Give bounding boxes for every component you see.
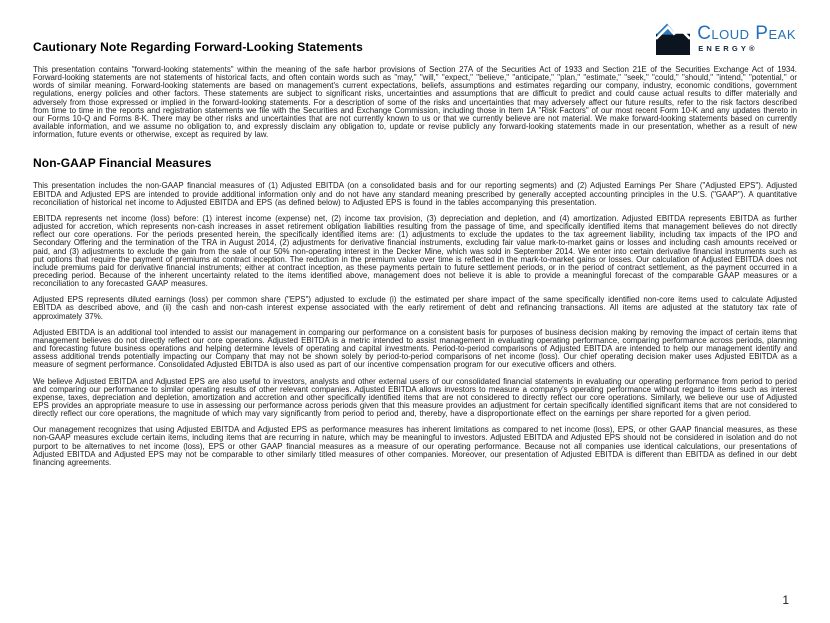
cloud-peak-energy-logo xyxy=(656,21,796,55)
heading-non-gaap-measures: Non-GAAP Financial Measures xyxy=(33,156,212,171)
paragraph-ebitda-definition: EBITDA represents net income (loss) before: (1) interest income (expense) net, (2) income tax provision, (3) depreciation and depletion, and (4) amortization. Adjusted EBITDA represents EBITDA as further adjusted for accretion, which represents non-cash increases in asset retirement obligation liabilities resulting from the passage of time, and specifically identified items that management believes do not directly reflect our core operations. For the periods presented herein, the specifically identified items are: (1) adjustments to exclude the updates to the tax agreement liability, including tax impacts of the IPO and Secondary Offering and the termination of the TRA in August 2014, (2) adjustments for derivative financial instruments, excluding fair value mark-to-market gains or losses and including cash amounts received or paid, and (3) adjustments to exclude the gain from the sale of our 50% non-operating interest in the Decker Mine, which was sold in September 2014. We enter into certain derivative financial instruments such as put options that require the payment of premiums at contract inception. The reduction in the premium value over time is reflected in the mark-to-market gains or losses. Our calculation of Adjusted EBITDA does not include premiums paid for derivative financial instruments; either at contract inception, as these payments pertain to future settlement periods, or in the period of contract settlement, as the payment occurred in a preceding period. Because of the inherent uncertainty related to the items identified above, management does not believe it is able to provide a meaningful forecast of the comparable GAAP measures or a reconciliation to any forecasted GAAP measures. xyxy=(33,213,797,289)
page-number: 1 xyxy=(782,593,789,607)
paragraph-non-gaap-intro: This presentation includes the non-GAAP financial measures of (1) Adjusted EBITDA (on a consolidated basis and for our reporting segments) and (2) Adjusted Earnings Per Share ("Adjusted EPS"). Adjusted EBITDA and Adjusted EPS are intended to provide additional information only and do not have any standard meaning prescribed by generally accepted accounting principles in the U.S. ("GAAP"). A quantitative reconciliation of historical net income to Adjusted EBITDA and EPS (as defined below) to Adjusted EPS is found in the tables accompanying this presentation. xyxy=(33,181,797,207)
logo-wordmark xyxy=(697,21,796,53)
logo-subname: ENERGY® xyxy=(698,44,758,53)
logo-name: Cloud Peak xyxy=(697,23,796,44)
paragraph-forward-looking: This presentation contains "forward-looking statements" within the meaning of the safe harbor provisions of Section 27A of the Securities Act of 1933 and Section 21E of the Securities Exchange Act of 1934. Forward-looking statements are not statements of historical facts, and often contain words such as "may," "will," "expect," "believe," "anticipate," "plan," "estimate," "seek," "could," "should," "intend," "potential," or words of similar meaning. Forward-looking statements are based on management's current expectations, beliefs, assumptions and estimates regarding our company, industry, economic conditions, government regulations, energy policies and other factors. These statements are subject to significant risks, uncertainties and assumptions that are difficult to predict and could cause actual results to differ materially and adversely from those expressed or implied in the forward-looking statements. For a description of some of the risks and uncertainties that may adversely affect our future results, refer to the risk factors described from time to time in the reports and registration statements we file with the Securities and Exchange Commission, including those in Item 1A "Risk Factors" of our most recent Form 10-K and any updates thereto in our Forms 10-Q and Forms 8-K. There may be other risks and uncertainties that are not currently known to us or that we currently believe are not material. We make forward-looking statements based on currently available information, and we assume no obligation to, and expressly disclaim any obligation to, update or revise publicly any forward-looking statements made in our presentation, whether as a result of new information, future events or otherwise, except as required by law. xyxy=(33,65,797,140)
paragraph-adjusted-eps-definition: Adjusted EPS represents diluted earnings (loss) per common share ("EPS") adjusted to exclude (i) the estimated per share impact of the same specifically identified non-core items used to calculate Adjusted EBITDA as described above, and (ii) the cash and non-cash interest expense associated with the early retirement of debt and refinancing transactions. All items are adjusted at the statutory tax rate of approximately 37%. xyxy=(33,295,797,321)
paragraph-investor-usefulness: We believe Adjusted EBITDA and Adjusted EPS are also useful to investors, analysts and other external users of our consolidated financial statements in evaluating our operating performance from period to period and comparing our performance to similar operating results of other relevant companies. Adjusted EBITDA allows investors to measure a company's operating performance without regard to items such as interest expense, taxes, depreciation and depletion, amortization and accretion and other specifically identified items that are not considered to directly reflect our core operations. Similarly, we believe our use of Adjusted EPS provides an appropriate measure to use in assessing our performance across periods given that this measure provides an adjustment for certain specifically identified significant items that are not considered to directly reflect our core operations, the magnitude of which may vary significantly from period to period and, thereby, have a disproportionate effect on the earnings per share reported for a given period. xyxy=(33,376,797,419)
paragraph-limitations: Our management recognizes that using Adjusted EBITDA and Adjusted EPS as performance measures has inherent limitations as compared to net income (loss), EPS, or other GAAP financial measures, as these non-GAAP measures exclude certain items, including items that are recurring in nature, which may be meaningful to investors. Adjusted EBITDA and Adjusted EPS should not be considered in isolation and do not purport to be alternatives to net income (loss), EPS or other GAAP financial measures as a measure of our operating performance. Because not all companies use identical calculations, our presentations of Adjusted EBITDA and Adjusted EPS may not be comparable to other similarly titled measures of other companies. Moreover, our presentation of Adjusted EBITDA is different than EBITDA as defined in our debt financing agreements. xyxy=(33,425,797,467)
heading-forward-looking-statements: Cautionary Note Regarding Forward-Looking Statements xyxy=(33,40,363,54)
mountain-peak-icon xyxy=(656,21,690,55)
paragraph-adjusted-ebitda-tool: Adjusted EBITDA is an additional tool intended to assist our management in comparing our performance on a consistent basis for purposes of business decision making by removing the impact of certain items that management believes do not directly reflect our core operations. Adjusted EBITDA is a metric intended to assist management in evaluating operating performance, comparing performance across periods, planning and forecasting future business operations and helping determine levels of operating and capital investments. Period-to-period comparisons of Adjusted EBITDA are intended to help our management identify and assess additional trends potentially impacting our Company that may not be shown solely by period-to-period comparisons of net income (loss). Our chief operating decision maker uses Adjusted EBITDA as a measure of segment performance. Consolidated Adjusted EBITDA is also used as part of our incentive compensation program for our executive officers and others. xyxy=(33,327,797,370)
